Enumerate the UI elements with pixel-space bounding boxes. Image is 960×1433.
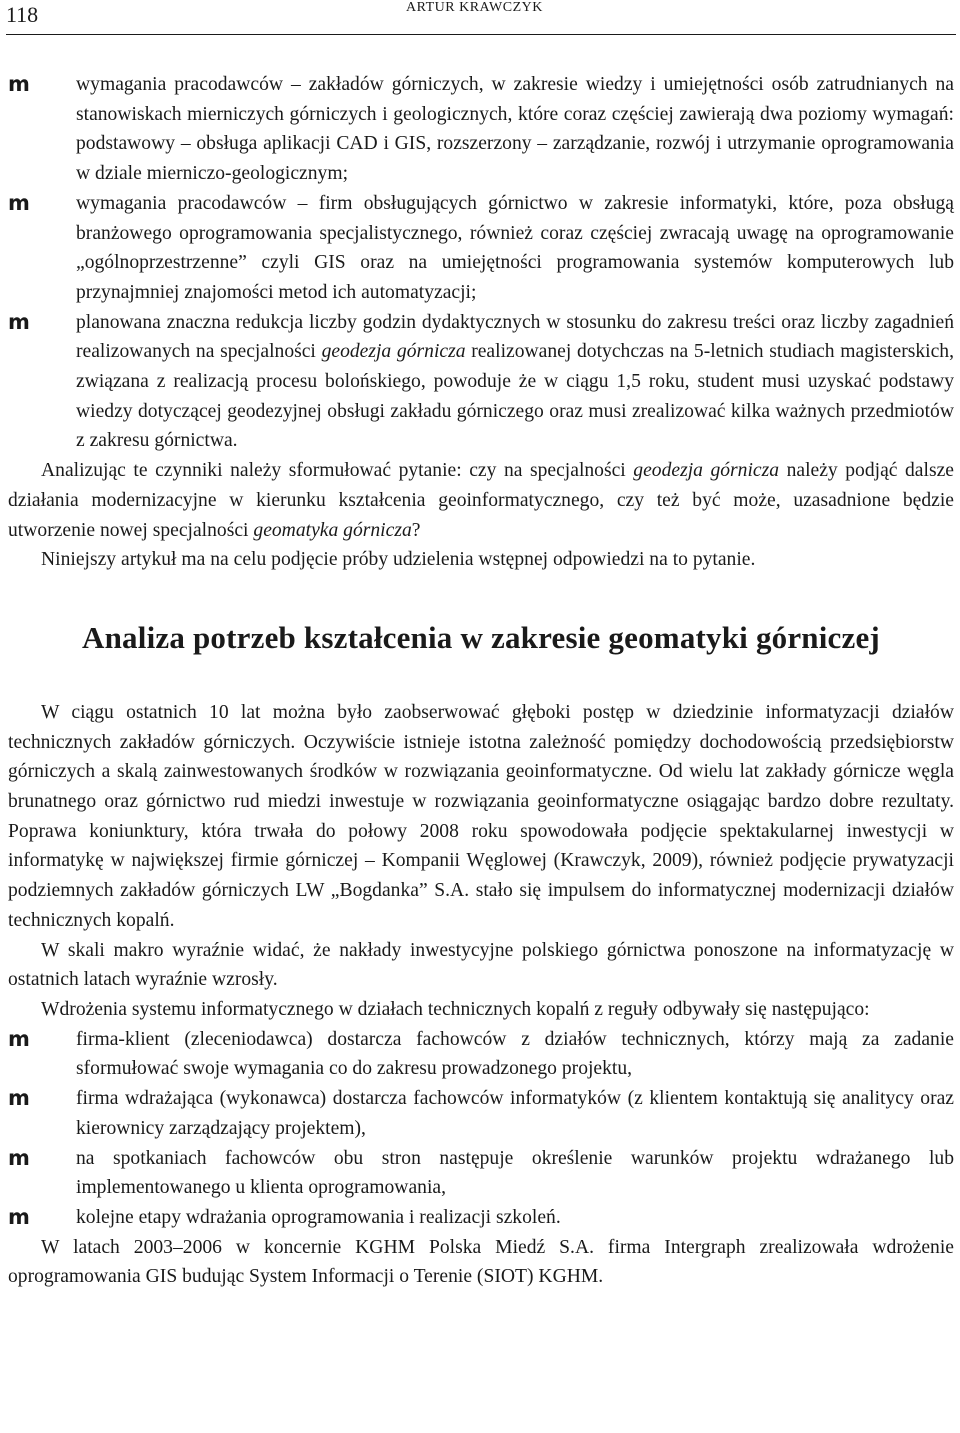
list-item-text: kolejne etapy wdrażania oprogramowania i realizacji szkoleń.	[76, 1206, 561, 1228]
implementation-steps-list	[8, 1025, 954, 1233]
list-item	[8, 1084, 954, 1143]
paragraph: W latach 2003–2006 w koncernie KGHM Polska Miedź S.A. firma Intergraph zrealizowała wdrożenie oprogramowania GIS budując System Informacji o Terenie (SIOT) KGHM.	[8, 1236, 954, 1288]
emphasis: geodezja górnicza	[633, 460, 780, 482]
paragraph: W skali makro wyraźnie widać, że nakłady inwestycyjne polskiego górnictwa ponoszone na informatyzację w ostatnich latach wyraźnie wzrosły.	[8, 939, 954, 991]
list-item-text: wymagania pracodawców – zakładów górniczych, w zakresie wiedzy i umiejętności osób zatrudnianych na stanowiskach mierniczych górniczych i geologicznych, które coraz częściej zawierają dwa poziomy wymagań: podstawowy – obsługa aplikacji CAD i GIS, rozszerzony – zarządzanie, rozwój i utrzymanie oprogramowania w dziale mierniczo-geologicznym;	[76, 74, 954, 185]
list-item	[8, 1025, 954, 1084]
paragraph: Wdrożenia systemu informatycznego w działach technicznych kopalń z reguły odbywały się następująco:	[41, 998, 870, 1020]
list-item	[8, 189, 954, 308]
list-item-text: na spotkaniach fachowców obu stron następuje określenie warunków projektu wdrażanego lub implementowanego u klienta oprogramowania,	[76, 1147, 954, 1199]
page-content	[8, 70, 954, 1292]
bullet-icon: m	[8, 1026, 30, 1051]
bullet-icon: m	[8, 1086, 30, 1111]
emphasis: geodezja górnicza	[321, 341, 466, 363]
list-item	[8, 70, 954, 189]
bullet-icon: m	[8, 309, 30, 334]
emphasis: geomatyka górnicza	[253, 519, 412, 541]
running-head: ARTUR KRAWCZYK	[406, 0, 543, 15]
list-item-text: planowana znaczna redukcja liczby godzin dydaktycznych w stosunku do zakresu treści oraz liczby zagadnień realizowanych na specjalności geodezja górnicza realizowanej dotychczas na 5-letnich studiach magisterskich, związana z realizacją procesu bolońskiego, powoduje że w ciągu 1,5 roku, student musi uzyskać podstawy wiedzy dotyczącej geodezyjnej obsługi zakładu górniczego oraz musi zrealizować kilka ważnych przedmiotów z zakresu górnictwa.	[76, 311, 954, 452]
requirements-list	[8, 70, 954, 456]
list-item	[8, 1203, 954, 1233]
list-item	[8, 1144, 954, 1203]
page-header	[6, 0, 956, 35]
bullet-icon: m	[8, 1204, 30, 1229]
list-item-text: wymagania pracodawców – firm obsługujących górnictwo w zakresie informatyki, które, poza obsługą branżowego oprogramowania specjalistycznego, również coraz częściej zwracają uwagę na oprogramowanie „ogólnoprzestrzenne” czyli GIS oraz na umiejętności programowania systemów komputerowych lub przynajmniej znajomości metod ich automatyzacji;	[76, 192, 954, 303]
bullet-icon: m	[8, 72, 30, 96]
list-item-text: firma wdrażająca (wykonawca) dostarcza fachowców informatyków (z klientem kontaktują się analitycy oraz kierownicy zarządzający projektem),	[76, 1088, 954, 1139]
bullet-icon: m	[8, 1145, 30, 1170]
paragraph: Analizując te czynniki należy sformułować pytanie: czy na specjalności geodezja górnicza należy podjąć dalsze działania modernizacyjne w kierunku kształcenia geoinformatycznego, czy też być może, uzasadnione będzie utworzenie nowej specjalności geomatyka górnicza?	[8, 460, 954, 541]
page-number: 118	[6, 2, 39, 27]
section-heading: Analiza potrzeb kształcenia w zakresie geomatyki górniczej	[82, 619, 880, 655]
paragraph: Niniejszy artykuł ma na celu podjęcie próby udzielenia wstępnej odpowiedzi na to pytanie.	[41, 549, 756, 571]
paragraph: W ciągu ostatnich 10 lat można było zaobserwować głęboki postęp w dziedzinie informatyzacji działów technicznych zakładów górniczych. Oczywiście istnieje istotna zależność pomiędzy dochodowością przedsiębiorstw górniczych a skalą zainwestowanych środków w rozwiązania geoinformatyczne. Od wielu lat zakłady górnicze węgla brunatnego oraz górnictwo rud miedzi inwestuje w rozwiązania geoinformatyczne osiągając bardzo dobre rezultaty. Poprawa koniunktury, która trwała do połowy 2008 roku spowodowała podjęcie spektakularnej inwestycji w informatykę w największej firmie górniczej – Kompanii Węglowej (Krawczyk, 2009), również podjęcie prywatyzacji podziemnych zakładów górniczych LW „Bogdanka” S.A. stało się impulsem do informatycznej modernizacji działów technicznych kopalń.	[8, 701, 954, 931]
bullet-icon: m	[8, 190, 30, 215]
list-item-text: firma-klient (zleceniodawca) dostarcza fachowców z działów technicznych, którzy mają za zadanie sformułować swoje wymagania co do zakresu prowadzonego projektu,	[76, 1028, 954, 1080]
list-item	[8, 308, 954, 457]
